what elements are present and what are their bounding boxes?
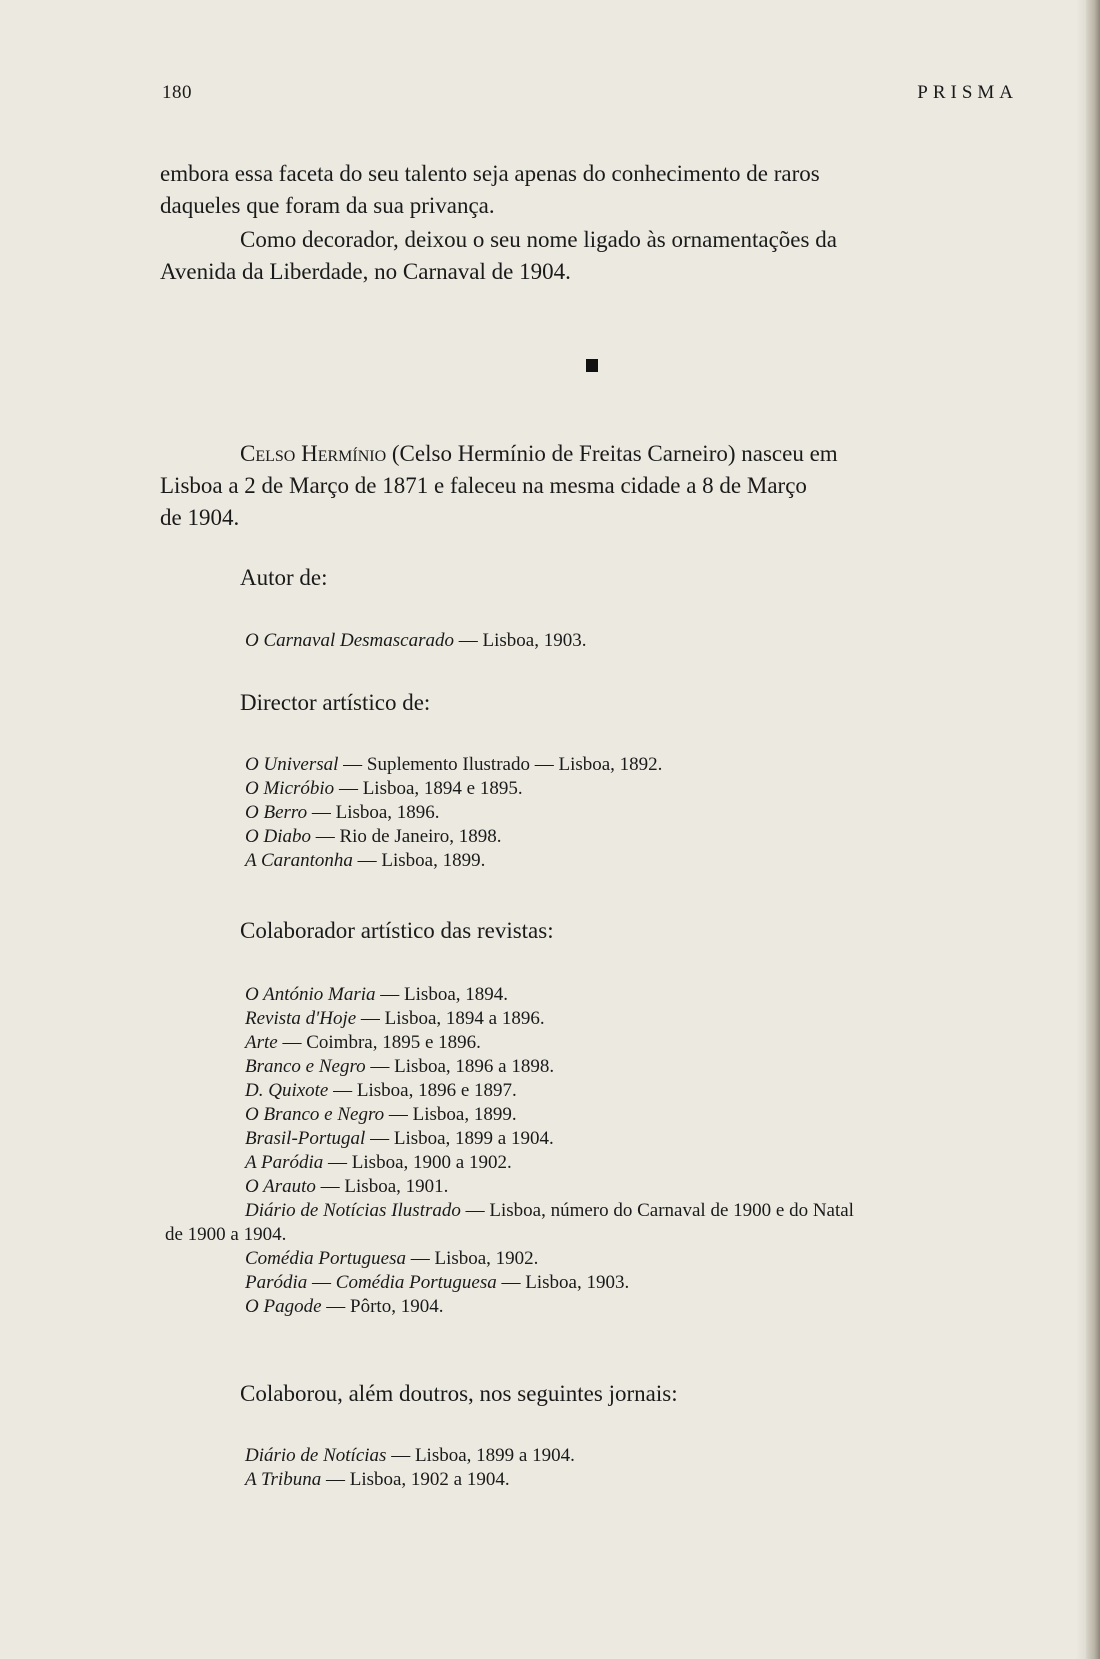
work-title: O Arauto: [245, 1176, 316, 1197]
work-details: — Lisboa, 1896.: [307, 802, 440, 823]
work-title: Branco e Negro: [245, 1056, 366, 1077]
paragraph-line: Avenida da Liberdade, no Carnaval de 1904.: [160, 259, 571, 284]
list-item: [245, 1007, 1025, 1031]
work-details: — Lisboa, 1902.: [405, 1248, 539, 1269]
list-item: [245, 1444, 1025, 1468]
work-title: O António Maria: [245, 984, 376, 1005]
work-details: — Lisboa, 1894.: [375, 984, 509, 1005]
text-run: (Celso Hermínio de Freitas Carneiro) nasceu em: [386, 441, 838, 466]
work-title: A Tribuna: [245, 1469, 322, 1490]
paragraph-line: Lisboa a 2 de Março de 1871 e faleceu na mesma cidade a 8 de Março: [160, 473, 807, 498]
work-details: — Lisboa, 1896 a 1898.: [365, 1056, 555, 1077]
paragraph-talent: [160, 158, 1010, 222]
work-title: O Berro: [245, 802, 308, 823]
work-title: A Carantonha: [245, 850, 353, 871]
list-item: [245, 777, 1025, 801]
work-title: O Micróbio: [245, 778, 335, 799]
paragraph-line: daqueles que foram da sua privança.: [160, 193, 495, 218]
work-details: — Lisboa, 1899.: [384, 1104, 517, 1125]
work-details: — Lisboa, 1899.: [352, 850, 486, 871]
work-details: — Rio de Janeiro, 1898.: [310, 826, 502, 847]
work-details: — Lisboa, 1894 a 1896.: [356, 1008, 545, 1029]
work-details: — Lisboa, número do Carnaval de 1900 e do Natal: [460, 1200, 854, 1221]
work-details: — Lisboa, 1903.: [496, 1272, 630, 1293]
work-details: — Lisboa, 1900 a 1902.: [323, 1152, 512, 1173]
list-item: [245, 1127, 1025, 1151]
work-title: A Paródia: [245, 1152, 324, 1173]
list-item: [245, 1079, 1025, 1103]
work-details: — Lisboa, 1902 a 1904.: [321, 1469, 510, 1490]
paragraph-line: Como decorador, deixou o seu nome ligado às ornamentações da: [240, 227, 837, 252]
list-item: [245, 983, 1025, 1007]
work-details: — Lisboa, 1901.: [315, 1176, 449, 1197]
work-title: O Carnaval Desmascarado: [245, 630, 454, 651]
list-item: [245, 849, 1025, 873]
work-details: — Pôrto, 1904.: [321, 1296, 444, 1317]
page-gutter-shadow: [1076, 0, 1086, 1659]
work-details: — Lisboa, 1894 e 1895.: [334, 778, 523, 799]
work-details: — Lisboa, 1899 a 1904.: [386, 1445, 575, 1466]
paragraph-line: embora essa faceta do seu talento seja apenas do conhecimento de raros: [160, 161, 820, 186]
heading-jornais: Colaborou, além doutros, nos seguintes jornais:: [240, 1381, 678, 1406]
list-item: [245, 1468, 1025, 1492]
work-details: — Lisboa, 1896 e 1897.: [328, 1080, 517, 1101]
work-title: Comédia Portuguesa: [245, 1248, 406, 1269]
page-number: 180: [162, 82, 192, 103]
paragraph-line: de 1904.: [160, 505, 240, 530]
list-director: [245, 753, 1025, 873]
heading-colaborador: Colaborador artístico das revistas:: [240, 918, 554, 943]
work-title: D. Quixote: [245, 1080, 329, 1101]
list-item: [245, 1271, 1025, 1295]
list-item: [245, 1175, 1025, 1199]
running-title: PRISMA: [917, 82, 1018, 103]
work-details: — Lisboa, 1903.: [454, 630, 587, 651]
paragraph-biography: [160, 438, 1010, 534]
list-item: [245, 1103, 1025, 1127]
work-title: Diário de Notícias: [245, 1445, 387, 1466]
work-title: Brasil-Portugal: [245, 1128, 366, 1149]
work-title: Diário de Notícias Ilustrado: [245, 1200, 461, 1221]
page-edge: [1086, 0, 1100, 1659]
work-details: — Lisboa, 1899 a 1904.: [365, 1128, 554, 1149]
list-autor: [245, 629, 1025, 653]
work-title: O Pagode: [245, 1296, 322, 1317]
title-separator: —: [307, 1272, 336, 1293]
list-jornais: [245, 1444, 1025, 1492]
list-colaborador: [165, 983, 1025, 1319]
heading-director: Director artístico de:: [240, 690, 431, 715]
list-item: [245, 629, 1025, 653]
list-item: [245, 1247, 1025, 1271]
paragraph-decorator: [160, 224, 1010, 288]
heading-autor: Autor de:: [240, 565, 328, 590]
paragraph-line: [160, 438, 1010, 470]
list-item: [245, 1295, 1025, 1319]
work-title: O Branco e Negro: [245, 1104, 385, 1125]
list-item: [245, 753, 1025, 777]
author-name: Celso Hermínio: [240, 441, 387, 466]
work-title: Paródia: [245, 1272, 308, 1293]
list-item: [245, 1055, 1025, 1079]
list-item-continuation: de 1900 a 1904.: [165, 1224, 287, 1245]
list-item: [245, 801, 1025, 825]
work-details: — Coimbra, 1895 e 1896.: [277, 1032, 481, 1053]
work-title: Arte: [245, 1032, 278, 1053]
work-title: O Universal: [245, 754, 339, 775]
work-title: O Diabo: [245, 826, 311, 847]
list-item: [245, 1199, 1025, 1223]
work-details: — Suplemento Ilustrado — Lisboa, 1892.: [338, 754, 663, 775]
work-title: Comédia Portuguesa: [335, 1272, 497, 1293]
work-title: Revista d'Hoje: [245, 1008, 357, 1029]
list-item: [245, 825, 1025, 849]
list-item: [245, 1031, 1025, 1055]
section-ornament-icon: [586, 359, 598, 372]
list-item: [245, 1151, 1025, 1175]
